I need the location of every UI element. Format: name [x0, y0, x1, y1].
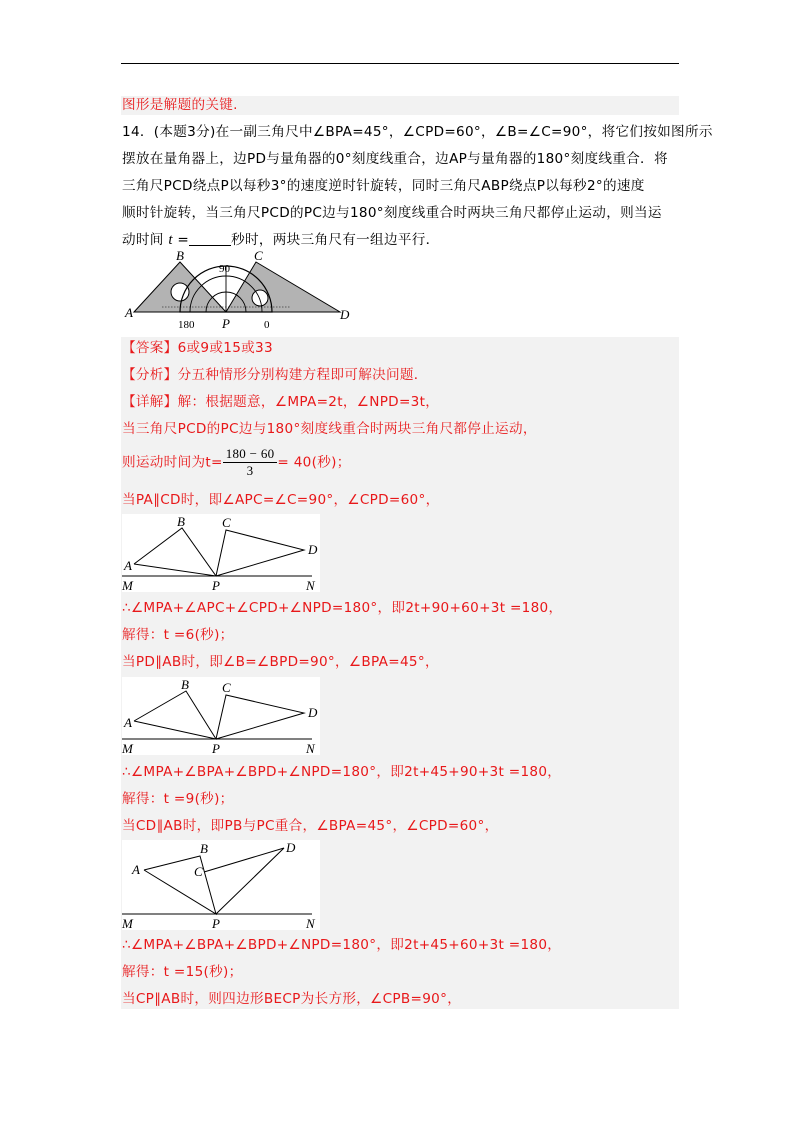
- time-suffix: = 40(秒)；: [277, 454, 351, 471]
- label-n: N: [306, 916, 315, 931]
- label-c: C: [194, 864, 203, 879]
- equation-1-line: ∴∠MPA+∠APC+∠CPD+∠NPD=180°，即2t+90+60+3t =180，: [122, 600, 563, 616]
- label-m: M: [122, 578, 133, 593]
- triangle-hole: [252, 290, 268, 306]
- label-d: D: [308, 542, 318, 557]
- label-p: P: [212, 916, 220, 931]
- label-c: C: [222, 515, 231, 530]
- protractor-figure: [122, 250, 352, 334]
- case-1-line: 当PA∥CD时，即∠APC=∠C=90°，∠CPD=60°，: [122, 492, 440, 508]
- label-90-degrees: 90: [219, 263, 230, 275]
- label-b: B: [177, 514, 185, 529]
- label-a: A: [124, 715, 132, 730]
- question-text: 动时间: [122, 232, 164, 248]
- detail-line: 【详解】解：根据题意，∠MPA=2t，∠NPD=3t，: [122, 394, 440, 410]
- question-line-5: [122, 230, 682, 250]
- case-3-line: 当CD∥AB时，即PB与PC重合，∠BPA=45°，∠CPD=60°，: [122, 818, 499, 834]
- question-line-4: 顺时针旋转，当三角尺PCD的PC边与180°刻度线重合时两块三角尺都停止运动，则当运: [122, 205, 662, 221]
- previous-answer-tail: 图形是解题的关键.: [122, 97, 238, 113]
- label-d: D: [308, 705, 318, 720]
- label-b: B: [200, 841, 208, 856]
- answer-line: 【答案】6或9或15或33: [122, 340, 273, 356]
- case-2-line: 当PD∥AB时，即∠B=∠BPD=90°，∠BPA=45°，: [122, 654, 439, 670]
- label-m: M: [122, 916, 133, 931]
- figure-case-2: [122, 677, 322, 755]
- question-line-3: 三角尺PCD绕点P以每秒3°的速度逆时针旋转，同时三角尺ABP绕点P以每秒2°的速度: [122, 178, 645, 194]
- case-4-line: 当CP∥AB时，则四边形BECP为长方形，∠CPB=90°，: [122, 991, 462, 1007]
- equation-3-line: ∴∠MPA+∠BPA+∠BPD+∠NPD=180°，即2t+45+60+3t =180，: [122, 937, 562, 953]
- label-c: C: [254, 248, 263, 263]
- label-180-degrees: 180: [178, 319, 195, 331]
- answer-blank: [189, 231, 231, 246]
- total-time-line: [122, 446, 682, 478]
- label-b: B: [176, 248, 184, 263]
- question-line-2: 摆放在量角器上，边PD与量角器的0°刻度线重合，边AP与量角器的180°刻度线重合．将: [122, 151, 668, 167]
- solution-3-line: 解得：t =15(秒)；: [122, 964, 243, 980]
- label-0-degrees: 0: [264, 319, 270, 331]
- label-p: P: [212, 741, 220, 756]
- fraction: [223, 446, 278, 479]
- figure-case-3: [122, 840, 322, 930]
- solution-2-line: 解得：t =9(秒)；: [122, 791, 234, 807]
- label-p: P: [212, 578, 220, 593]
- label-a: A: [125, 305, 133, 320]
- equation-2-line: ∴∠MPA+∠BPA+∠BPD+∠NPD=180°，即2t+45+90+3t =180，: [122, 764, 562, 780]
- label-n: N: [306, 741, 315, 756]
- analysis-line: 【分析】分五种情形分别构建方程即可解决问题．: [122, 367, 428, 383]
- header-rule: [121, 63, 679, 64]
- equals-sign: =: [177, 232, 190, 248]
- stop-condition-line: 当三角尺PCD的PC边与180°刻度线重合时两块三角尺都停止运动，: [122, 421, 537, 437]
- fraction-numerator: 180 − 60: [223, 446, 278, 463]
- label-d: D: [286, 840, 296, 855]
- label-n: N: [306, 578, 315, 593]
- question-text: 秒时，两块三角尺有一组边平行．: [231, 232, 440, 248]
- figure-case-1: [122, 514, 322, 592]
- label-m: M: [122, 741, 133, 756]
- time-prefix: 则运动时间为t=: [122, 454, 223, 471]
- triangle-hole: [171, 283, 189, 301]
- variable-t: t: [168, 232, 173, 248]
- fraction-denominator: 3: [246, 463, 254, 478]
- solution-1-line: 解得：t =6(秒)；: [122, 627, 234, 643]
- label-c: C: [222, 680, 231, 695]
- question-line-1: 14．(本题3分)在一副三角尺中∠BPA=45°，∠CPD=60°，∠B=∠C=90°，将它们按如图所示: [122, 124, 713, 140]
- label-b: B: [181, 677, 189, 692]
- label-p: P: [222, 316, 230, 331]
- label-a: A: [124, 558, 132, 573]
- label-d: D: [340, 307, 350, 322]
- label-a: A: [132, 862, 140, 877]
